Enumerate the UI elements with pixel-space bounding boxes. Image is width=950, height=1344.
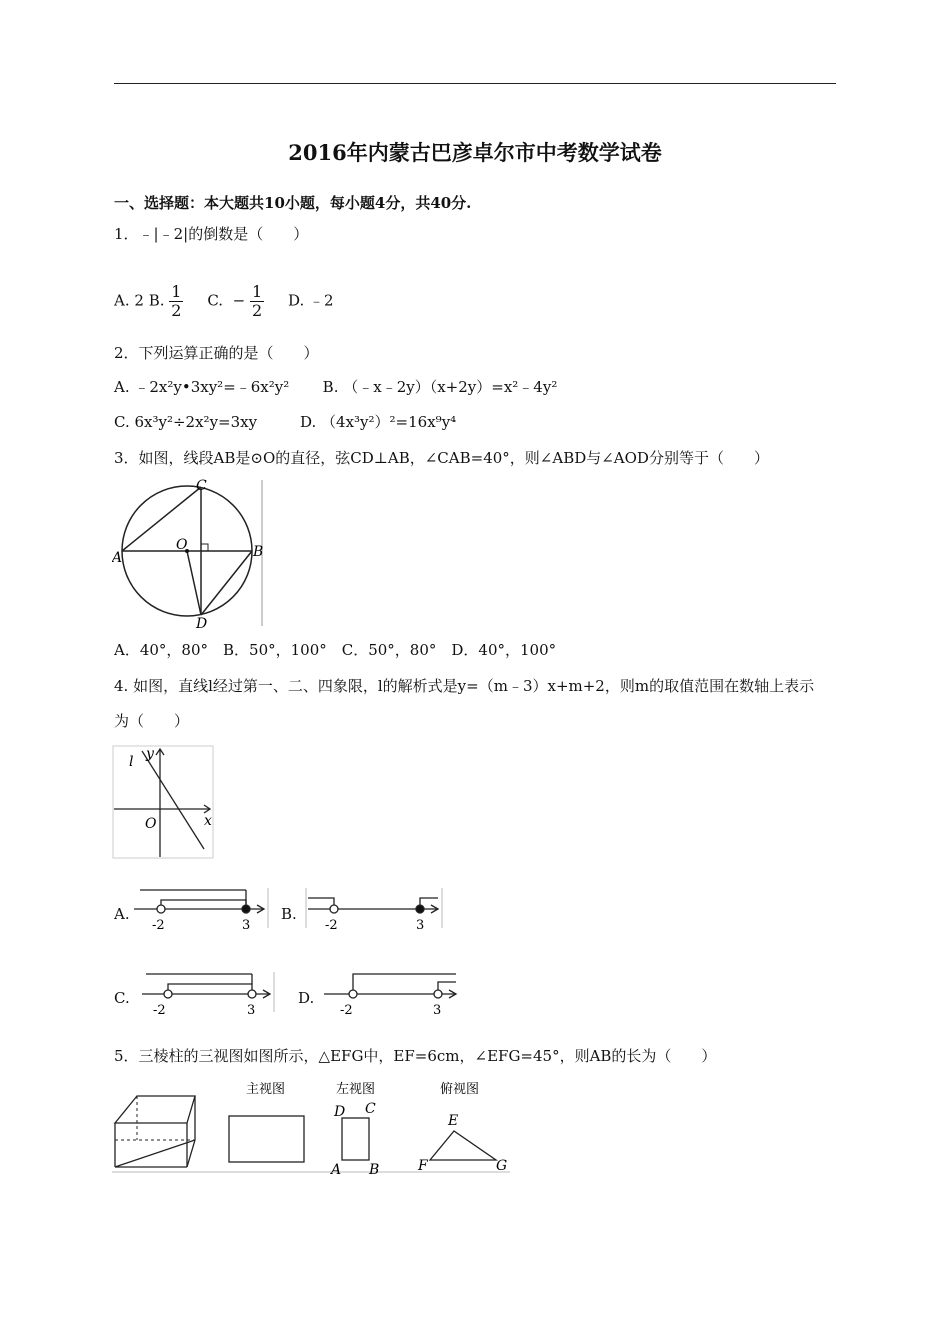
open-point (330, 905, 338, 913)
label-c: C (365, 1101, 376, 1117)
header-rule (114, 83, 836, 84)
q1-options (114, 283, 334, 320)
q2-option-d: D. （4x³y²）²=16x⁹y⁴ (300, 413, 457, 431)
label-d: D (334, 1104, 346, 1120)
label-o: O (176, 537, 188, 553)
range-bracket (161, 900, 246, 905)
right-ray (420, 898, 438, 905)
q2-stem: 2．下列运算正确的是（ ） (114, 344, 319, 362)
q2-option-a: A. ﹣2x²y•3xy²=﹣6x²y² (114, 378, 290, 396)
figure-border (113, 746, 213, 858)
q2-row2 (114, 412, 456, 432)
q1-option-c-label: C. (207, 291, 224, 310)
tick-label-left: -2 (152, 918, 165, 932)
open-point (157, 905, 165, 913)
circle-figure (112, 476, 268, 632)
q4-stem-line1: 4. 如图，直线l经过第一、二、四象限，l的解析式是y=（m﹣3）x+m+2，则m的取值范围在数轴上表示 (114, 677, 815, 695)
segment-ac (122, 487, 201, 551)
line-l (142, 751, 204, 849)
label-l: l (129, 754, 134, 770)
q4-option-d-label: D. (298, 989, 315, 1007)
three-views-figure (112, 1078, 512, 1176)
left-view-caption: 左视图 (336, 1082, 376, 1097)
label-y: y (146, 746, 154, 762)
segment-od (187, 551, 201, 615)
fraction-numerator: 1 (171, 282, 182, 301)
top-view-caption: 俯视图 (440, 1082, 480, 1097)
closed-point (416, 905, 424, 913)
label-c: C (196, 478, 207, 494)
q2-row1 (114, 377, 557, 397)
left-view-rect (342, 1118, 369, 1160)
tick-label-right: 3 (242, 918, 251, 932)
q1-option-a: A. 2 (114, 291, 144, 310)
label-x: x (204, 813, 212, 829)
open-point-right (248, 990, 256, 998)
label-d: D (196, 616, 208, 632)
q1-option-d: D. ﹣2 (287, 291, 334, 310)
q1-option-c-fraction (250, 283, 264, 320)
q4-option-b-label: B. (281, 905, 297, 923)
closed-point (242, 905, 250, 913)
tick-label-left: -2 (325, 918, 338, 932)
fraction-numerator: 1 (251, 282, 263, 301)
right-ray-from-right (438, 982, 456, 990)
top-view-triangle (430, 1131, 496, 1160)
q1-option-c-sign: − (232, 291, 246, 310)
fraction-denominator: 2 (171, 301, 182, 320)
q1-stem: 1．﹣|﹣2|的倒数是（ ） (114, 225, 309, 243)
q3-stem: 3．如图，线段AB是⊙O的直径，弦CD⊥AB，∠CAB=40°，则∠ABD与∠AOD分别等于（ ） (114, 449, 769, 467)
q5-stem: 5．三棱柱的三视图如图所示，△EFG中，EF=6cm，∠EFG=45°，则AB的长为（ ） (114, 1047, 717, 1065)
open-point-right (434, 990, 442, 998)
number-line-d (322, 968, 462, 1016)
q4-option-a-label: A. (114, 905, 130, 923)
tick-label-right: 3 (433, 1003, 442, 1016)
open-point-left (349, 990, 357, 998)
prism-top-face (115, 1096, 195, 1123)
tick-label-left: -2 (153, 1003, 166, 1016)
label-a: A (331, 1162, 342, 1176)
line-graph-figure (112, 745, 216, 861)
number-line-a (132, 884, 270, 932)
front-view-rect (229, 1116, 304, 1162)
fraction-denominator: 2 (251, 301, 263, 320)
prism-bottom-right (187, 1140, 195, 1167)
q2-option-b: B. （﹣x﹣2y）（x+2y）=x²﹣4y² (322, 378, 558, 396)
label-g: G (496, 1158, 508, 1174)
label-a: A (112, 550, 123, 566)
page-title: 2016年内蒙古巴彦卓尔市中考数学试卷 (288, 140, 662, 165)
label-b: B (369, 1162, 380, 1176)
q4-option-c-label: C. (114, 989, 130, 1007)
number-line-b (304, 884, 446, 932)
label-f: F (418, 1158, 428, 1174)
label-o: O (145, 816, 157, 832)
label-b: B (253, 544, 264, 560)
q1-option-b-label: B. (148, 291, 165, 310)
prism-bottom-diag (115, 1140, 195, 1167)
tick-label-right: 3 (247, 1003, 256, 1016)
number-line-c (140, 968, 276, 1016)
front-view-caption: 主视图 (246, 1082, 286, 1097)
q3-options: A．40°，80° B．50°，100° C．50°，80° D．40°，100° (114, 641, 557, 659)
section-heading: 一、选择题：本大题共10小题，每小题4分，共40分. (114, 194, 472, 212)
label-e: E (448, 1113, 459, 1129)
q4-stem-line2: 为（ ） (114, 712, 190, 730)
q2-option-c: C. 6x³y²÷2x²y=3xy (114, 413, 258, 431)
tick-label-left: -2 (340, 1003, 353, 1016)
left-ray (308, 898, 334, 905)
right-angle-mark (201, 544, 208, 551)
range-bracket (168, 984, 252, 990)
open-point-left (164, 990, 172, 998)
q1-option-b-fraction (169, 283, 183, 320)
tick-label-right: 3 (416, 918, 425, 932)
